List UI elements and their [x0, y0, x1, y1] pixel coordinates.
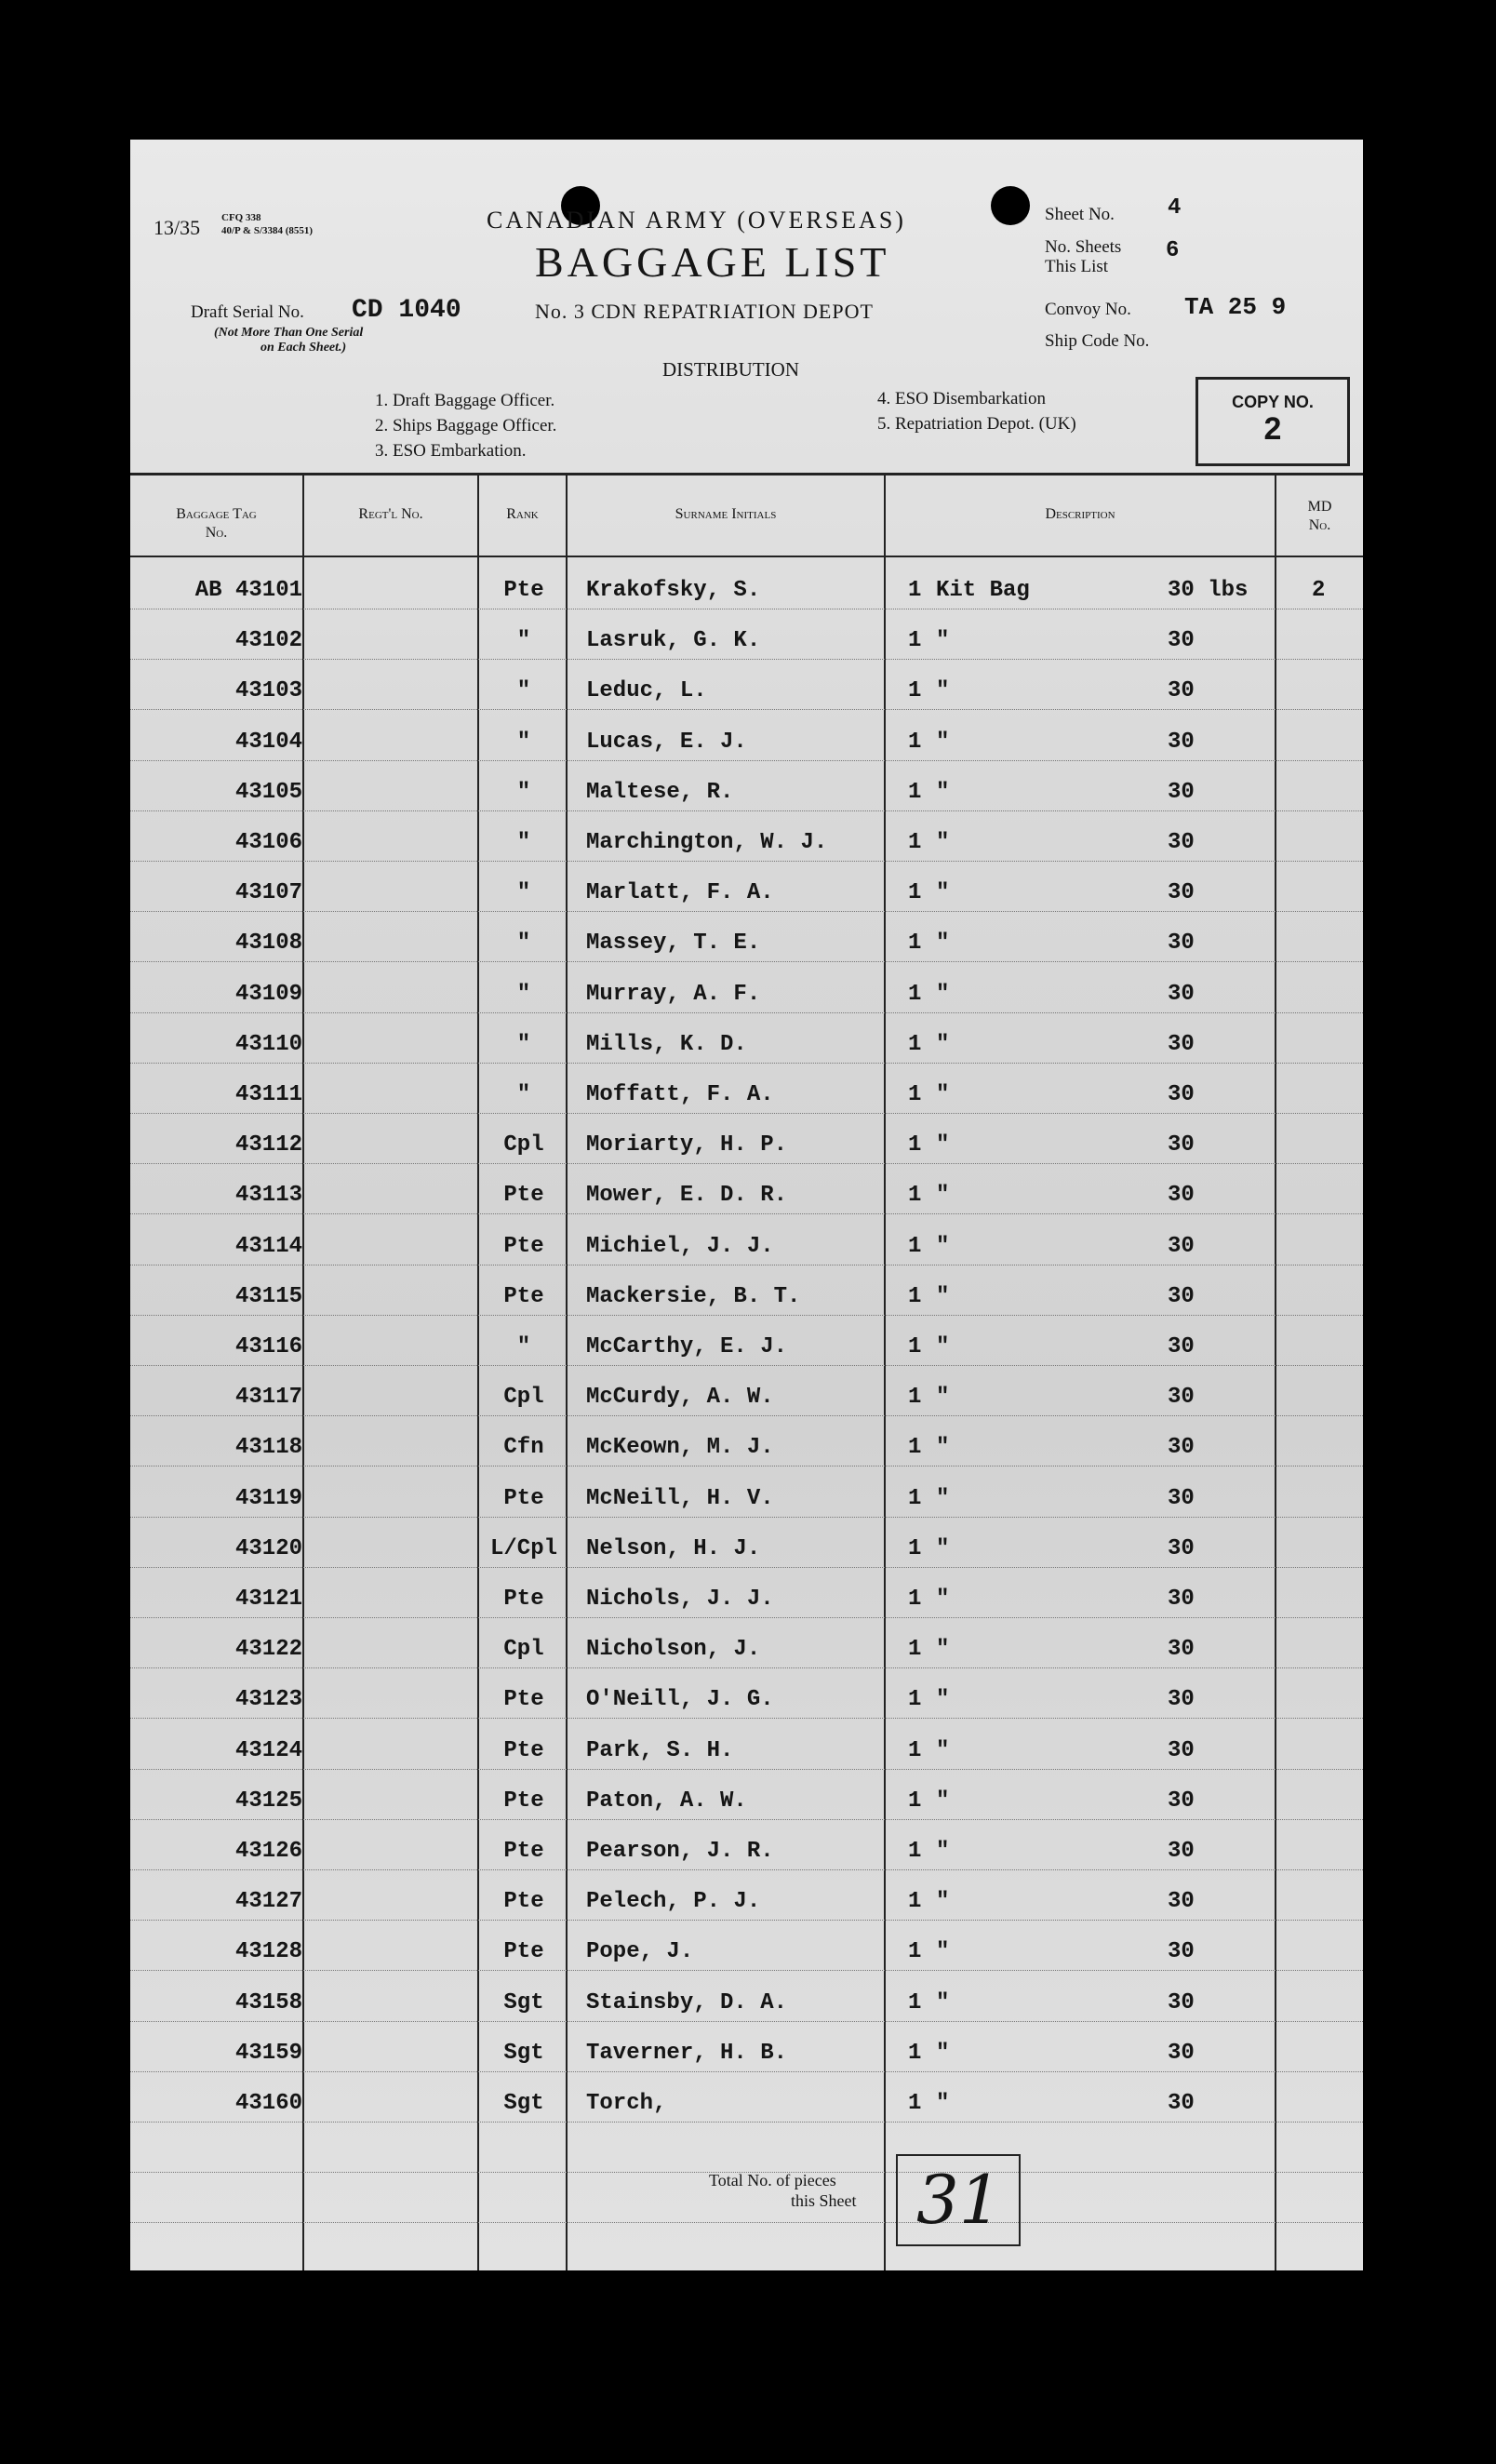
draft-serial-note-1: (Not More Than One Serial: [214, 326, 364, 340]
quantity-cell: 1: [908, 830, 922, 855]
table-row: [130, 760, 1363, 811]
quantity-cell: 1: [908, 1082, 922, 1107]
tag-cell: 43108: [234, 931, 302, 957]
rank-cell: Pte: [503, 1889, 544, 1915]
rank-cell: Cpl: [503, 1637, 544, 1663]
name-cell: Park, S. H.: [586, 1737, 734, 1763]
quantity-cell: 1: [908, 1283, 922, 1309]
draft-serial-value: CD 1040: [352, 296, 461, 325]
draft-serial-note-2: on Each Sheet.): [260, 341, 347, 355]
form-ref-2: 40/P & S/3384 (8551): [221, 225, 314, 236]
weight-cell: 30: [1168, 1989, 1195, 2015]
rank-cell: Sgt: [503, 2040, 544, 2066]
quantity-cell: 1: [908, 729, 922, 755]
weight-cell: 30: [1168, 1535, 1195, 1561]
rank-cell: Cpl: [503, 1132, 544, 1158]
name-cell: McCarthy, E. J.: [586, 1334, 788, 1359]
header-md: [1276, 498, 1363, 535]
rank-cell: ": [516, 931, 531, 957]
table-row: [130, 1365, 1363, 1416]
draft-serial-label: Draft Serial No.: [191, 302, 304, 322]
rank-cell: ": [516, 981, 531, 1007]
weight-cell: 30 lbs: [1168, 578, 1249, 603]
quantity-cell: 1: [908, 1637, 922, 1663]
tag-cell: 43119: [234, 1485, 302, 1511]
table-row: [130, 1163, 1363, 1214]
name-cell: Maltese, R.: [586, 779, 734, 805]
name-cell: Stainsby, D. A.: [586, 1989, 788, 2015]
tag-cell: 43110: [234, 1031, 302, 1057]
name-cell: Michiel, J. J.: [586, 1233, 774, 1259]
table-row: [130, 1265, 1363, 1316]
table-row-blank: [130, 2223, 1363, 2270]
weight-cell: 30: [1168, 1334, 1195, 1359]
name-cell: McNeill, H. V.: [586, 1485, 774, 1511]
tag-cell: 43109: [234, 981, 302, 1007]
item-cell: ": [936, 1435, 950, 1461]
rank-cell: Cfn: [503, 1435, 544, 1461]
weight-cell: 30: [1168, 1485, 1195, 1511]
item-cell: ": [936, 1385, 950, 1411]
convoy-label: Convoy No.: [1045, 300, 1131, 319]
table-row: [130, 1517, 1363, 1568]
name-cell: Torch,: [586, 2091, 667, 2116]
name-cell: Lasruk, G. K.: [586, 628, 761, 654]
rank-cell: Pte: [503, 578, 544, 603]
tag-cell: 43106: [234, 830, 302, 855]
weight-cell: 30: [1168, 1839, 1195, 1864]
name-cell: McKeown, M. J.: [586, 1435, 774, 1461]
quantity-cell: 1: [908, 1989, 922, 2015]
header-bottom-rule: [130, 556, 1363, 557]
table-row: [130, 1667, 1363, 1719]
weight-cell: 30: [1168, 1587, 1195, 1612]
tag-cell: 43111: [234, 1082, 302, 1107]
item-cell: ": [936, 1132, 950, 1158]
name-cell: Nelson, H. J.: [586, 1535, 761, 1561]
item-cell: ": [936, 1637, 950, 1663]
header-tag-line1: Baggage Tag: [176, 506, 257, 522]
item-cell: ": [936, 1989, 950, 2015]
quantity-cell: 1: [908, 628, 922, 654]
table-row: [130, 1920, 1363, 1971]
table-row: [130, 1971, 1363, 2022]
tag-cell: 43107: [234, 880, 302, 906]
quantity-cell: 1: [908, 1485, 922, 1511]
name-cell: Mower, E. D. R.: [586, 1183, 788, 1209]
header-regt: Regt'l No.: [358, 506, 423, 522]
quantity-cell: 1: [908, 678, 922, 704]
table-row: [130, 1113, 1363, 1164]
name-cell: Pelech, P. J.: [586, 1889, 761, 1915]
table-row: [130, 1769, 1363, 1820]
weight-cell: 30: [1168, 1889, 1195, 1915]
rank-cell: ": [516, 830, 531, 855]
total-label-1: Total No. of pieces: [709, 2171, 836, 2189]
rank-cell: ": [516, 1334, 531, 1359]
item-cell: ": [936, 981, 950, 1007]
depot-name: No. 3 CDN REPATRIATION DEPOT: [535, 300, 874, 323]
copy-value: 2: [1263, 411, 1282, 447]
sheet-no-value: 4: [1168, 195, 1182, 221]
title-line1: CANADIAN ARMY (OVERSEAS): [487, 207, 906, 234]
no-sheets-value: 6: [1166, 238, 1180, 263]
item-cell: ": [936, 2091, 950, 2116]
tag-cell: 43103: [234, 678, 302, 704]
item-cell: ": [936, 628, 950, 654]
weight-cell: 30: [1168, 981, 1195, 1007]
weight-cell: 30: [1168, 1132, 1195, 1158]
quantity-cell: 1: [908, 1334, 922, 1359]
item-cell: ": [936, 1587, 950, 1612]
name-cell: Leduc, L.: [586, 678, 707, 704]
quantity-cell: 1: [908, 1939, 922, 1965]
item-cell: Kit Bag: [936, 578, 1030, 603]
name-cell: Nichols, J. J.: [586, 1587, 774, 1612]
weight-cell: 30: [1168, 1385, 1195, 1411]
rank-cell: Pte: [503, 1485, 544, 1511]
table-row: [130, 911, 1363, 962]
quantity-cell: 1: [908, 1233, 922, 1259]
tag-cell: 43113: [234, 1183, 302, 1209]
name-cell: McCurdy, A. W.: [586, 1385, 774, 1411]
convoy-value: TA 25 9: [1184, 293, 1287, 321]
quantity-cell: 1: [908, 779, 922, 805]
item-cell: ": [936, 1031, 950, 1057]
baggage-list-sheet: [130, 140, 1363, 2270]
header-md-line2: No.: [1308, 517, 1331, 533]
copy-number-box: [1195, 377, 1350, 466]
distribution-title: DISTRIBUTION: [662, 358, 799, 381]
header-tag: [130, 505, 302, 542]
table-row: [130, 2021, 1363, 2072]
item-cell: ": [936, 2040, 950, 2066]
item-cell: ": [936, 1839, 950, 1864]
weight-cell: 30: [1168, 1082, 1195, 1107]
quantity-cell: 1: [908, 1788, 922, 1814]
name-cell: Mills, K. D.: [586, 1031, 747, 1057]
no-sheets-label-1: No. Sheets: [1045, 237, 1122, 257]
header-tag-line2: No.: [205, 525, 228, 541]
name-cell: O'Neill, J. G.: [586, 1687, 774, 1713]
rank-cell: Pte: [503, 1587, 544, 1612]
rank-cell: ": [516, 1082, 531, 1107]
tag-cell: 43128: [234, 1939, 302, 1965]
header-name: Surname Initials: [675, 506, 777, 522]
weight-cell: 30: [1168, 628, 1195, 654]
weight-cell: 30: [1168, 830, 1195, 855]
distribution-item-1: 1. Draft Baggage Officer.: [375, 391, 555, 410]
item-cell: ": [936, 1737, 950, 1763]
tag-cell: 43116: [234, 1334, 302, 1359]
item-cell: ": [936, 1939, 950, 1965]
rank-cell: Sgt: [503, 1989, 544, 2015]
quantity-cell: 1: [908, 880, 922, 906]
item-cell: ": [936, 729, 950, 755]
tag-cell: 43125: [234, 1788, 302, 1814]
rank-cell: Cpl: [503, 1385, 544, 1411]
item-cell: ": [936, 1535, 950, 1561]
rank-cell: L/Cpl: [489, 1535, 557, 1561]
total-label-2: this Sheet: [791, 2191, 857, 2210]
item-cell: ": [936, 880, 950, 906]
name-cell: Moriarty, H. P.: [586, 1132, 788, 1158]
name-cell: Lucas, E. J.: [586, 729, 747, 755]
table-row: [130, 1617, 1363, 1668]
name-cell: Taverner, H. B.: [586, 2040, 788, 2066]
rank-cell: Pte: [503, 1233, 544, 1259]
weight-cell: 30: [1168, 1788, 1195, 1814]
tag-cell: 43158: [234, 1989, 302, 2015]
name-cell: Krakofsky, S.: [586, 578, 761, 603]
item-cell: ": [936, 1183, 950, 1209]
ship-code-label: Ship Code No.: [1045, 331, 1150, 351]
quantity-cell: 1: [908, 578, 922, 603]
weight-cell: 30: [1168, 1687, 1195, 1713]
quantity-cell: 1: [908, 2091, 922, 2116]
sheet-no-label: Sheet No.: [1045, 205, 1115, 224]
table-top-rule: [130, 473, 1363, 475]
rank-cell: Pte: [503, 1183, 544, 1209]
quantity-cell: 1: [908, 1183, 922, 1209]
item-cell: ": [936, 1687, 950, 1713]
punch-hole-right: [991, 186, 1030, 225]
weight-cell: 30: [1168, 1283, 1195, 1309]
weight-cell: 30: [1168, 880, 1195, 906]
tag-cell: AB 43101: [194, 578, 302, 603]
table-row: [130, 1315, 1363, 1366]
quantity-cell: 1: [908, 1889, 922, 1915]
rank-cell: Pte: [503, 1283, 544, 1309]
tag-cell: 43122: [234, 1637, 302, 1663]
quantity-cell: 1: [908, 1687, 922, 1713]
name-cell: Pope, J.: [586, 1939, 694, 1965]
rank-cell: Pte: [503, 1839, 544, 1864]
quantity-cell: 1: [908, 2040, 922, 2066]
table-row: [130, 710, 1363, 761]
total-pieces-value: 31: [916, 2161, 1002, 2239]
rank-cell: ": [516, 779, 531, 805]
table-row: [130, 1819, 1363, 1870]
table-row: [130, 810, 1363, 862]
quantity-cell: 1: [908, 1435, 922, 1461]
tag-cell: 43105: [234, 779, 302, 805]
rank-cell: ": [516, 880, 531, 906]
table-row: [130, 1214, 1363, 1265]
table-row: [130, 861, 1363, 912]
quantity-cell: 1: [908, 1535, 922, 1561]
item-cell: ": [936, 1283, 950, 1309]
weight-cell: 30: [1168, 678, 1195, 704]
weight-cell: 30: [1168, 1637, 1195, 1663]
quantity-cell: 1: [908, 981, 922, 1007]
item-cell: ": [936, 1334, 950, 1359]
name-cell: Murray, A. F.: [586, 981, 761, 1007]
tag-cell: 43126: [234, 1839, 302, 1864]
table-row: [130, 558, 1363, 609]
rank-cell: Pte: [503, 1939, 544, 1965]
table-row-blank: [130, 2122, 1363, 2173]
table-row: [130, 2071, 1363, 2123]
distribution-item-5: 5. Repatriation Depot. (UK): [877, 414, 1076, 434]
quantity-cell: 1: [908, 1839, 922, 1864]
weight-cell: 30: [1168, 931, 1195, 957]
rank-cell: Pte: [503, 1737, 544, 1763]
tag-cell: 43104: [234, 729, 302, 755]
no-sheets-label-2: This List: [1045, 257, 1109, 276]
tag-cell: 43115: [234, 1283, 302, 1309]
weight-cell: 30: [1168, 1233, 1195, 1259]
tag-cell: 43118: [234, 1435, 302, 1461]
weight-cell: 30: [1168, 2091, 1195, 2116]
weight-cell: 30: [1168, 1183, 1195, 1209]
name-cell: Mackersie, B. T.: [586, 1283, 801, 1309]
weight-cell: 30: [1168, 2040, 1195, 2066]
weight-cell: 30: [1168, 1435, 1195, 1461]
tag-cell: 43120: [234, 1535, 302, 1561]
item-cell: ": [936, 678, 950, 704]
total-pieces-box: [896, 2154, 1021, 2246]
form-ref-1: CFQ 338: [221, 212, 261, 223]
tag-cell: 43102: [234, 628, 302, 654]
table-row: [130, 609, 1363, 660]
rank-cell: ": [516, 1031, 531, 1057]
item-cell: ": [936, 779, 950, 805]
tag-cell: 43117: [234, 1385, 302, 1411]
table-row: [130, 1063, 1363, 1114]
table-row: [130, 962, 1363, 1013]
name-cell: Marlatt, F. A.: [586, 880, 774, 906]
item-cell: ": [936, 931, 950, 957]
rank-cell: Pte: [503, 1788, 544, 1814]
tag-cell: 43112: [234, 1132, 302, 1158]
table-row: [130, 1567, 1363, 1618]
table-row: [130, 1466, 1363, 1518]
header-md-line1: MD: [1307, 499, 1332, 515]
name-cell: Pearson, J. R.: [586, 1839, 774, 1864]
distribution-item-3: 3. ESO Embarkation.: [375, 441, 527, 461]
item-cell: ": [936, 1082, 950, 1107]
tag-cell: 43159: [234, 2040, 302, 2066]
distribution-item-4: 4. ESO Disembarkation: [877, 389, 1047, 408]
weight-cell: 30: [1168, 1737, 1195, 1763]
header-description: Description: [1045, 506, 1115, 522]
table-row: [130, 1869, 1363, 1921]
quantity-cell: 1: [908, 931, 922, 957]
distribution-item-2: 2. Ships Baggage Officer.: [375, 416, 557, 435]
header-rank: Rank: [506, 506, 539, 522]
item-cell: ": [936, 1889, 950, 1915]
table-row: [130, 1012, 1363, 1064]
item-cell: ": [936, 830, 950, 855]
page-title: BAGGAGE LIST: [535, 238, 890, 286]
quantity-cell: 1: [908, 1587, 922, 1612]
name-cell: Marchington, W. J.: [586, 830, 828, 855]
item-cell: ": [936, 1233, 950, 1259]
quantity-cell: 1: [908, 1737, 922, 1763]
form-code: 13/35: [154, 216, 201, 239]
name-cell: Massey, T. E.: [586, 931, 761, 957]
md-cell: 2: [1312, 578, 1326, 603]
rank-cell: ": [516, 628, 531, 654]
name-cell: Paton, A. W.: [586, 1788, 747, 1814]
table-row: [130, 1415, 1363, 1466]
table-row: [130, 1719, 1363, 1770]
copy-label: COPY NO.: [1232, 393, 1314, 411]
rank-cell: ": [516, 678, 531, 704]
rank-cell: Sgt: [503, 2091, 544, 2116]
quantity-cell: 1: [908, 1385, 922, 1411]
weight-cell: 30: [1168, 1939, 1195, 1965]
weight-cell: 30: [1168, 729, 1195, 755]
item-cell: ": [936, 1485, 950, 1511]
name-cell: Nicholson, J.: [586, 1637, 761, 1663]
tag-cell: 43160: [234, 2091, 302, 2116]
rank-cell: Pte: [503, 1687, 544, 1713]
weight-cell: 30: [1168, 779, 1195, 805]
tag-cell: 43114: [234, 1233, 302, 1259]
name-cell: Moffatt, F. A.: [586, 1082, 774, 1107]
weight-cell: 30: [1168, 1031, 1195, 1057]
tag-cell: 43123: [234, 1687, 302, 1713]
item-cell: ": [936, 1788, 950, 1814]
table-row: [130, 659, 1363, 710]
rank-cell: ": [516, 729, 531, 755]
tag-cell: 43124: [234, 1737, 302, 1763]
tag-cell: 43127: [234, 1889, 302, 1915]
quantity-cell: 1: [908, 1132, 922, 1158]
quantity-cell: 1: [908, 1031, 922, 1057]
tag-cell: 43121: [234, 1587, 302, 1612]
